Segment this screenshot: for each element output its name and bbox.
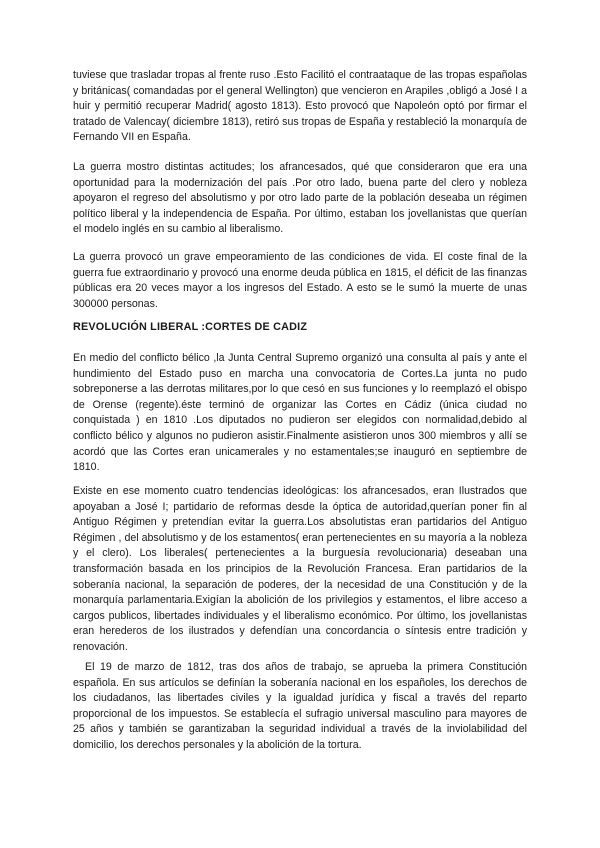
paragraph-war-consequences: La guerra provocó un grave empeoramiento de las condiciones de vida. El coste final de la guerra fue extraordinario y provocó una enorme deuda pública en 1815, el déficit de las finanzas públicas era 20 veces mayor a los ingresos del Estado. A esto se le sumó la muerte de unas 300000 personas.	[73, 251, 527, 310]
paragraph-constitution-1812: El 19 de marzo de 1812, tras dos años de trabajo, se aprueba la primera Constitución española. En sus artículos se definían la soberanía nacional en los españoles, los derechos de los ciudadanos, las libertades civiles y la igualdad jurídica y fiscal a través del reparto proporcional de los impuestos. Se establecía el sufragio universal masculino para mayores de 25 años y también se garantizaban la seguridad individual a través de la inviolabilidad del domicilio, los derechos personales y la abolición de la tortura.	[73, 661, 527, 751]
paragraph-cortes-cadiz: En medio del conflicto bélico ,la Junta Central Supremo organizó una consulta al país y ante el hundimiento del Estado puso en marcha una convocatoria de Cortes.La junta no pudo sobreponerse a las derrotas militares,por lo que cesó en sus funciones y lo reemplazó el obispo de Orense (regente).éste terminó de organizar las Cortes en Cádiz (única ciudad no conquistada ) en 1810 .Los diputados no pudieron ser elegidos con normalidad,debido al conflicto bélico y algunos no pudieron asistir.Finalmente asistieron unos 300 miembros y allí se acordó que las Cortes eran unicamerales y no estamentales;se inauguró en septiembre de 1810.	[73, 352, 527, 474]
section-heading: REVOLUCIÓN LIBERAL :CORTES DE CADIZ	[73, 321, 308, 333]
paragraph-napoleon-retreat: tuviese que trasladar tropas al frente ruso .Esto Facilitó el contraataque de las tropas españolas y británicas( comandadas por el general Wellington) que vencieron en Arapiles ,obligó a José I a huir y permitió recuperar Madrid( agosto 1813). Esto provocó que Napoleón optó por firmar el tratado de Valencay( diciembre 1813), retiró sus tropas de España y restableció la monarquía de Fernando VII en España.	[73, 69, 527, 144]
paragraph-war-attitudes: La guerra mostro distintas actitudes; los afrancesados, qué que consideraron que era una oportunidad para la modernización del país .Por otro lado, buena parte del clero y nobleza apoyaron el regreso del absolutismo y por otro lado parte de la población deseaba un régimen político liberal y la independencia de España. Por último, estaban los jovellanistas que querían el modelo inglés en su cambio al liberalismo.	[73, 161, 527, 236]
paragraph-ideological-tendencies: Existe en ese momento cuatro tendencias ideológicas: los afrancesados, eran Ilustrados que apoyaban a José I; partidario de reformas desde la óptica de autoridad,querían poner fin al Antiguo Régimen y pretendían evitar la guerra.Los absolutistas eran partidarios del Antiguo Régimen , del absolutismo y de los estamentos( eran pertenecientes en su mayoría a la nobleza y el clero). Los liberales( pertenecientes a la burguesía revolucionaria) deseaban una transformación basada en los principios de la Revolución Francesa. Eran partidarios de la soberanía nacional, la separación de poderes, der la necesidad de una Constitución y de la monarquía parlamentaria.Exigían la abolición de los privilegios y estamentos, el libre acceso a cargos publicos, libertades individuales y el liberalismo económico. Por último, los jovellanistas eran herederos de los ilustrados y defendían una concordancia o síntesis entre tradición y renovación.	[73, 485, 527, 653]
